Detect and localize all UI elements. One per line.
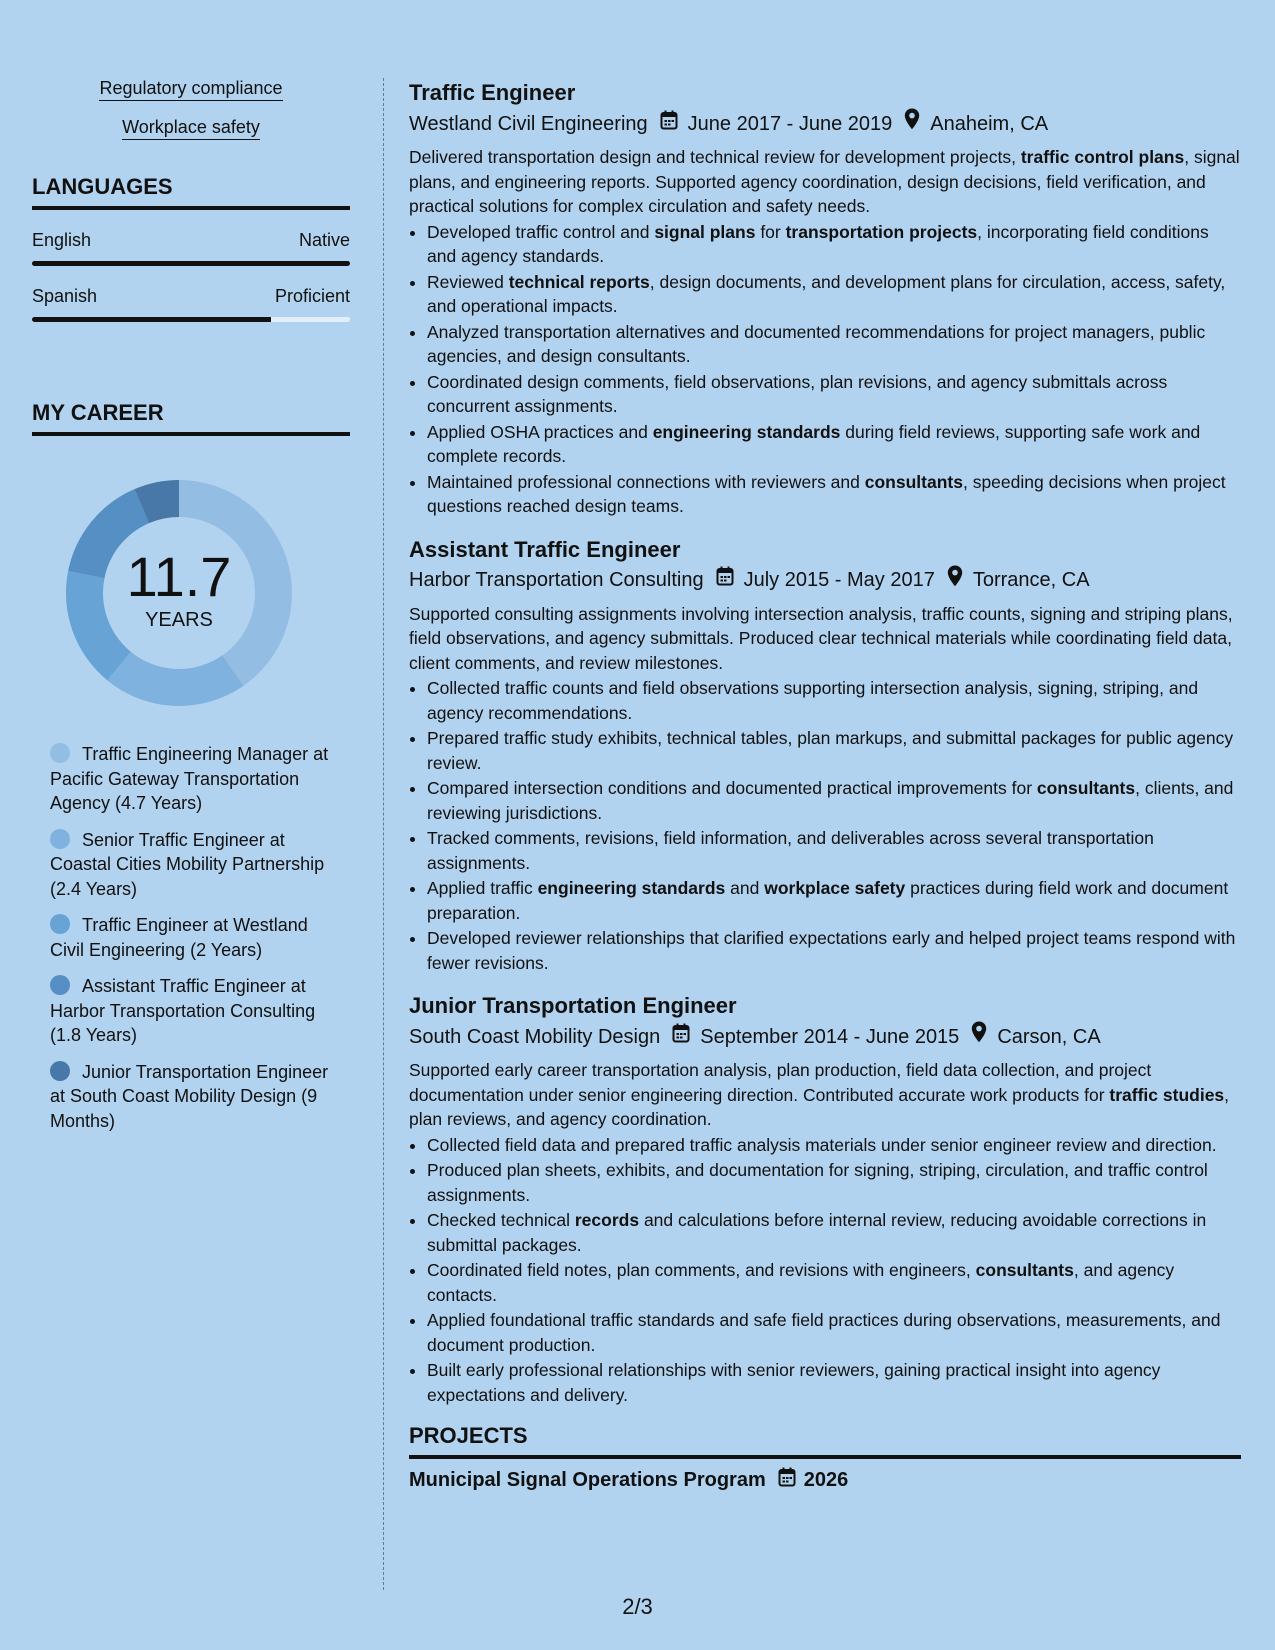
job-bullet: • Applied foundational traffic standards and safe field practices during observations, measurements, and document production. xyxy=(427,1308,1241,1357)
language-name: English xyxy=(32,230,92,250)
job-entry xyxy=(409,991,1241,1407)
job-company: South Coast Mobility Design xyxy=(409,1025,661,1048)
job-bullet: • Produced plan sheets, exhibits, and documentation for signing, striping, circulation, and traffic control assignments. xyxy=(427,1158,1241,1207)
language-level: Proficient xyxy=(274,286,350,306)
page-number: 2/3 xyxy=(622,1594,653,1619)
job-location: Carson, CA xyxy=(997,1025,1101,1048)
career-legend-item xyxy=(50,828,340,902)
job-meta xyxy=(409,108,1241,139)
projects-list xyxy=(409,1467,1241,1493)
project-name: Municipal Signal Operations Program xyxy=(409,1468,766,1491)
projects-heading: PROJECTS xyxy=(409,1423,1241,1459)
language-bar xyxy=(32,261,350,266)
calendar-icon xyxy=(778,1467,796,1493)
legend-dot xyxy=(50,914,70,934)
language-level: Native xyxy=(298,230,350,250)
skills-list xyxy=(32,78,350,138)
career-donut-center xyxy=(66,480,292,706)
job-company: Harbor Transportation Consulting xyxy=(409,569,704,591)
map-pin-icon xyxy=(947,565,963,596)
job-dates: September 2014 - June 2015 xyxy=(700,1025,960,1048)
language-row xyxy=(32,286,350,307)
career-total-years: 11.7 xyxy=(126,544,232,608)
legend-dot xyxy=(50,829,70,849)
job-bullet: • Coordinated design comments, field observations, plan revisions, and agency submittals across concurrent assignments. xyxy=(427,370,1241,419)
career-total-unit: YEARS xyxy=(145,608,213,631)
career-legend-label: Traffic Engineer at Westland Civil Engineering (2 Years) xyxy=(50,915,308,960)
career-legend-item xyxy=(50,1060,340,1134)
career-legend-item xyxy=(50,742,340,816)
job-title: Traffic Engineer xyxy=(409,80,576,105)
job-bullet: • Analyzed transportation alternatives and documented recommendations for project managers, public agencies, and design consultants. xyxy=(427,320,1241,369)
experience-list xyxy=(409,78,1241,1407)
right-column xyxy=(409,78,1241,1493)
job-bullet: • Applied OSHA practices and engineering standards during field reviews, supporting safe work and complete records. xyxy=(427,420,1241,469)
job-bullet: • Developed traffic control and signal plans for transportation projects, incorporating field conditions and agency standards. xyxy=(427,220,1241,269)
map-pin-icon xyxy=(971,1021,987,1052)
job-bullet: • Developed reviewer relationships that clarified expectations early and helped project teams respond with fewer revisions. xyxy=(427,926,1241,975)
job-bullets xyxy=(409,1133,1241,1408)
job-summary: Supported consulting assignments involving intersection analysis, traffic counts, signing and striping plans, field observations, and agency submittals. Produced clear technical materials while coordinating field data, client comments, and review milestones. xyxy=(409,603,1233,673)
left-column xyxy=(32,78,350,1145)
language-bar xyxy=(32,317,350,322)
job-meta xyxy=(409,1021,1241,1052)
languages-list xyxy=(32,230,350,322)
job-bullets xyxy=(409,676,1241,975)
job-bullet: • Collected field data and prepared traffic analysis materials under senior engineer review and direction. xyxy=(427,1133,1241,1158)
language-bar-fill xyxy=(32,261,350,266)
career-heading: MY CAREER xyxy=(32,400,350,436)
job-title: Junior Transportation Engineer xyxy=(409,993,737,1018)
career-legend-label: Traffic Engineering Manager at Pacific Gateway Transportation Agency (4.7 Years) xyxy=(50,744,329,813)
project-year: 2026 xyxy=(803,1468,849,1491)
column-divider xyxy=(383,78,384,1590)
language-row xyxy=(32,230,350,251)
skill-label: Regulatory compliance xyxy=(99,78,282,101)
project-row xyxy=(409,1467,1241,1493)
job-location: Torrance, CA xyxy=(972,569,1090,591)
job-meta xyxy=(409,565,1241,596)
job-bullet: • Built early professional relationships with senior reviewers, gaining practical insight into agency expectations and delivery. xyxy=(427,1358,1241,1407)
career-legend-label: Senior Traffic Engineer at Coastal Cities Mobility Partnership (2.4 Years) xyxy=(50,829,325,899)
legend-dot xyxy=(50,1061,70,1081)
skill-item xyxy=(32,117,350,138)
job-entry xyxy=(409,535,1241,976)
career-legend-label: Junior Transportation Engineer at South Coast Mobility Design (9 Months) xyxy=(50,1061,329,1131)
job-bullet: • Reviewed technical reports, design documents, and development plans for circulation, access, safety, and operational impacts. xyxy=(427,270,1241,319)
job-entry xyxy=(409,78,1241,519)
job-dates: June 2017 - June 2019 xyxy=(687,112,893,135)
job-bullet: • Prepared traffic study exhibits, technical tables, plan markups, and submittal packages for public agency review. xyxy=(427,726,1241,775)
legend-dot xyxy=(50,743,70,763)
job-location: Anaheim, CA xyxy=(930,112,1049,135)
career-legend xyxy=(50,742,340,1133)
career-legend-item xyxy=(50,974,340,1048)
calendar-icon xyxy=(672,1022,690,1052)
job-bullet: • Maintained professional connections with reviewers and consultants, speeding decisions when project questions reached design teams. xyxy=(427,470,1241,519)
skill-label: Workplace safety xyxy=(122,117,260,140)
job-company: Westland Civil Engineering xyxy=(409,112,648,135)
job-bullet: • Tracked comments, revisions, field information, and deliverables across several transportation assignments. xyxy=(427,826,1241,875)
job-bullet: • Collected traffic counts and field observations supporting intersection analysis, signing, striping, and agency recommendations. xyxy=(427,676,1241,725)
job-dates: July 2015 - May 2017 xyxy=(743,569,935,591)
map-pin-icon xyxy=(904,108,920,139)
job-title: Assistant Traffic Engineer xyxy=(409,536,681,562)
job-summary: Delivered transportation design and technical review for development projects, traffic control plans, signal plans, and engineering reports. Supported agency coordination, design decisions, field verification, and practical solutions for complex circulation and safety needs. xyxy=(409,147,1240,216)
job-bullets xyxy=(409,220,1241,519)
calendar-icon xyxy=(716,565,734,595)
language-bar-fill xyxy=(32,317,271,322)
language-name: Spanish xyxy=(32,286,98,306)
languages-heading: LANGUAGES xyxy=(32,174,350,210)
calendar-icon xyxy=(660,109,678,139)
job-bullet: • Checked technical records and calculations before internal review, reducing avoidable corrections in submittal packages. xyxy=(427,1208,1241,1257)
job-summary: Supported early career transportation analysis, plan production, field data collection, and project documentation under senior engineering direction. Contributed accurate work products for traffic studies, plan reviews, and agency coordination. xyxy=(409,1060,1230,1129)
career-legend-label: Assistant Traffic Engineer at Harbor Transportation Consulting (1.8 Years) xyxy=(50,976,316,1045)
career-legend-item xyxy=(50,913,340,962)
career-donut-chart xyxy=(66,480,292,706)
job-bullet: • Applied traffic engineering standards and workplace safety practices during field work and document preparation. xyxy=(427,876,1241,925)
legend-dot xyxy=(50,975,70,995)
skill-item xyxy=(32,78,350,99)
job-bullet: • Compared intersection conditions and documented practical improvements for consultants, clients, and reviewing jurisdictions. xyxy=(427,776,1241,825)
job-bullet: • Coordinated field notes, plan comments, and revisions with engineers, consultants, and agency contacts. xyxy=(427,1258,1241,1307)
